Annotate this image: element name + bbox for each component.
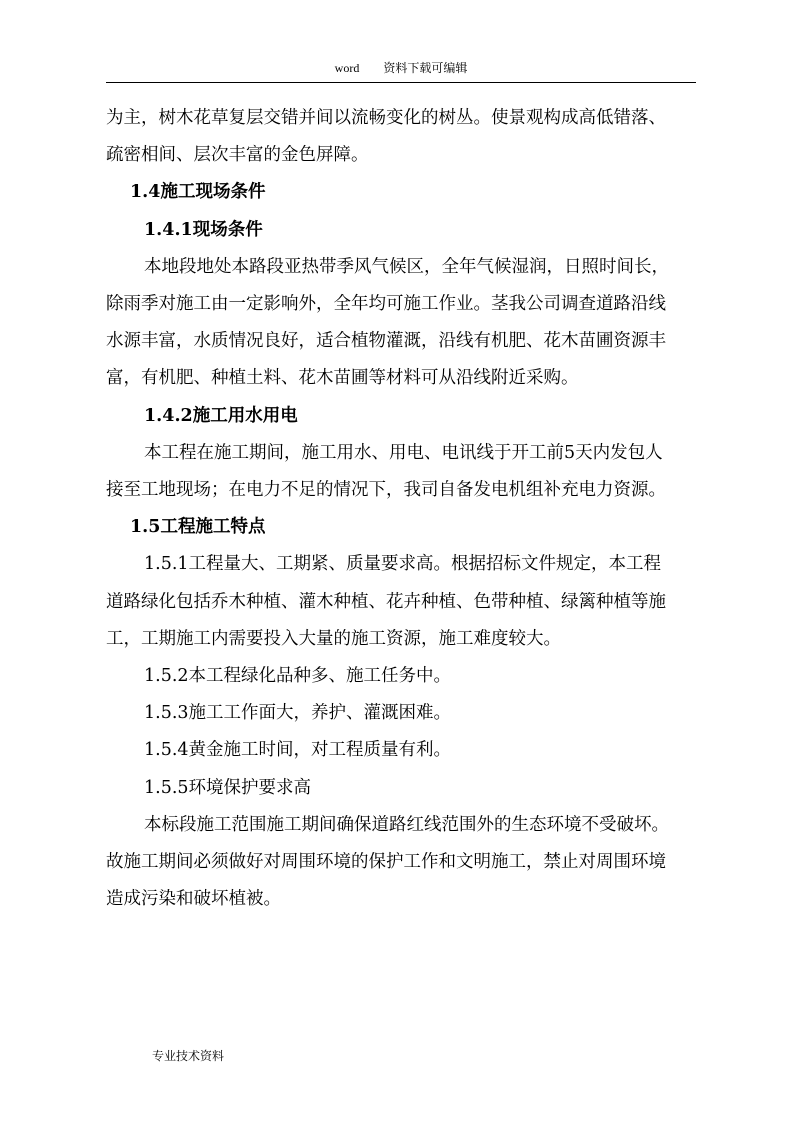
list-item: 1.5.3施工工作面大，养护、灌溉困难。 [144,703,452,724]
subsection-heading: 1.4.1现场条件 [144,219,263,240]
paragraph-line: 除雨季对施工由一定影响外，全年均可施工作业。茎我公司调查道路沿线 [106,294,666,315]
header-word: word [334,61,360,75]
section-heading: 1.5工程施工特点 [130,517,266,538]
section-heading: 1.4施工现场条件 [130,182,266,203]
paragraph-line: 工，工期施工内需要投入大量的施工资源，施工难度较大。 [106,628,561,649]
list-item: 1.5.5环境保护要求高 [144,777,312,798]
paragraph-line: 本标段施工范围施工期间确保道路红线范围外的生态环境不受破坏。 [144,814,669,835]
page-footer: 专业技术资料 [152,1049,225,1063]
paragraph-line: 为主，树木花草复层交错并间以流畅变化的树丛。使景观构成高低错落、 [106,108,666,128]
page-header [106,60,696,76]
header-label: 资料下载可编辑 [383,61,468,75]
paragraph-line: 1.5.1工程量大、工期紧、质量要求高。根据招标文件规定，本工程 [144,554,662,575]
document-body [106,100,706,918]
paragraph-line: 富，有机肥、种植土料、花木苗圃等材料可从沿线附近采购。 [106,368,579,389]
paragraph-line: 接至工地现场；在电力不足的情况下，我司自备发电机组补充电力资源。 [106,480,666,501]
paragraph-line: 故施工期间必须做好对周围环境的保护工作和文明施工，禁止对周围环境 [106,852,666,873]
subsection-heading: 1.4.2施工用水用电 [144,405,298,426]
paragraph-line: 造成污染和破坏植被。 [106,889,281,910]
list-item: 1.5.2本工程绿化品种多、施工任务中。 [144,666,452,687]
paragraph-line: 疏密相间、层次丰富的金色屏障。 [106,145,369,166]
paragraph-line: 本工程在施工期间，施工用水、用电、电讯线于开工前5天内发包人 [144,442,663,463]
list-item: 1.5.4黄金施工时间，对工程质量有利。 [144,740,452,761]
paragraph-line: 道路绿化包括乔木种植、灌木种植、花卉种植、色带种植、绿篱种植等施 [106,591,666,612]
paragraph-line: 水源丰富，水质情况良好，适合植物灌溉，沿线有机肥、花木苗圃资源丰 [106,331,666,352]
header-rule [106,82,696,83]
paragraph-line: 本地段地处本路段亚热带季风气候区，全年气候湿润，日照时间长， [144,256,669,277]
